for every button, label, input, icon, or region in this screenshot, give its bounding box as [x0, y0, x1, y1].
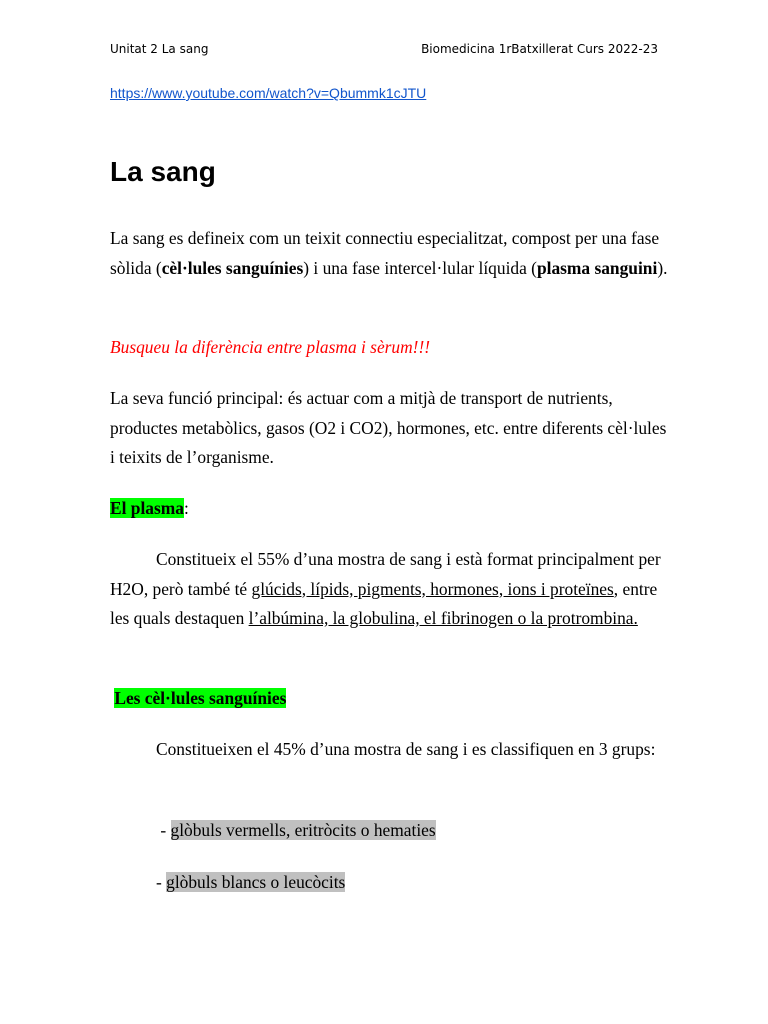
cells-text: Constitueixen el 45% d’una mostra de sang i es classifiquen en 3 grups: [156, 739, 656, 759]
plasma-heading: El plasma [110, 498, 184, 518]
page-header [110, 42, 658, 60]
intro-text-2: ) i una fase intercel·lular líquida ( [303, 257, 537, 278]
function-paragraph: La seva funció principal: és actuar com a mitjà de transport de nutrients, productes metabòlics, gasos (O2 i CO2), hormones, etc. entre diferents cèl·lules i teixits de l’organisme. [110, 388, 667, 467]
cells-heading-line [110, 684, 670, 714]
plasma-components: glúcids, lípids, pigments, hormones, ions i proteïnes [251, 578, 614, 599]
cells-heading: Les cèl·lules sanguínies [114, 688, 287, 708]
intro-text-3: ). [657, 257, 668, 278]
list-item [156, 868, 656, 898]
document-title: La sang [110, 156, 216, 187]
plasma-proteins: l’albúmina, la globulina, el fibrinogen o la protrombina. [248, 608, 638, 628]
list-item-red-cells: glòbuls vermells, eritròcits o hematies [170, 820, 436, 840]
header-unit-title: Unitat 2 La sang [110, 42, 209, 56]
plasma-text-2: , entre les quals destaquen [110, 578, 658, 628]
list-item [156, 816, 656, 846]
plasma-text-1: Constitueix el 55% d’una mostra de sang i està format principalment per H2O, però també té [110, 549, 661, 599]
intro-bold-plasma: plasma sanguini [536, 257, 658, 278]
plasma-heading-colon: : [183, 498, 189, 518]
youtube-link[interactable]: https://www.youtube.com/watch?v=Qbummk1cJTU [110, 85, 427, 101]
intro-bold-cells: cèl·lules sanguínies [161, 257, 304, 278]
list-dash: - [156, 820, 171, 840]
list-item-white-cells: glòbuls blancs o leucòcits [166, 872, 346, 892]
intro-text-1: La sang es defineix com un teixit connectiu especialitzat, compost per una fase sòlida ( [110, 228, 660, 278]
intro-paragraph [110, 224, 670, 283]
plasma-paragraph [110, 545, 670, 634]
plasma-heading-line [110, 494, 670, 524]
header-course-title: Biomedicina 1rBatxillerat Curs 2022-23 [421, 42, 658, 56]
question-text: Busqueu la diferència entre plasma i sèrum!!! [110, 337, 431, 357]
cells-paragraph [110, 735, 670, 765]
list-dash: - [156, 872, 167, 892]
